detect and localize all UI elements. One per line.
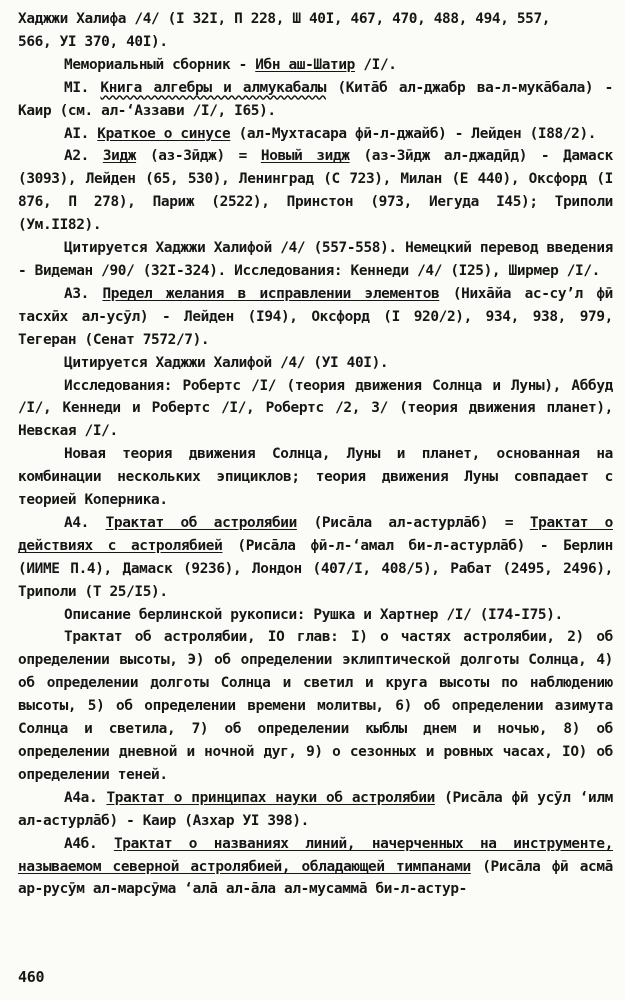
body-text: [18, 8, 613, 901]
page-number: 460: [18, 968, 45, 986]
text-run: Цитируется Хаджжи Халифой /4/ (УI 40I).: [64, 354, 389, 371]
entry-code: AI.: [64, 125, 98, 142]
paragraph-theory: [18, 443, 613, 512]
entry-code: А2.: [64, 148, 103, 165]
underlined-title: Трактат об астролябии: [105, 514, 297, 531]
entry-a4: [18, 512, 613, 604]
underlined-title: Трактат о действиях с астролябией: [18, 514, 613, 554]
text-run: (Рисāла фӣ асмā ар-русӯм ал-марсӯма ‘алā ал-āла ал-мусаммā би-л-астур-: [18, 858, 613, 898]
text-run: (Рисāла ал-астурлāб) =: [296, 514, 530, 531]
text-run: (Нихāйа ас-су’л фӣ тасхӣх ал-усӯл) - Лейден (I94), Оксфорд (I 920/2), 934, 938, 979, Тегеран (Сенат 7572/7).: [18, 285, 613, 348]
underlined-title: Трактат о названиях линий, начерченных на инструменте, называемом северной астролябией, обладающей тимпанами: [18, 835, 614, 875]
text-line: Хаджжи Халифа /4/ (I 32I, П 228, Ш 40I, 467, 470, 488, 494, 557,: [18, 11, 551, 27]
text-run: (аз-Зӣдж) =: [136, 148, 261, 165]
text-line: 566, УI 370, 40I).: [18, 33, 168, 50]
text-run: Описание берлинской рукописи: Рушка и Хартнер /I/ (I74-I75).: [64, 606, 563, 623]
text-run: Мемориальный сборник -: [64, 56, 256, 73]
underlined-title: Новый зидж: [260, 148, 350, 165]
paragraph-description: [18, 604, 613, 627]
text-run: Новая теория движения Солнца, Луны и планет, основанная на комбинации нескольких эпициклов; теория движения Луны совпадает с теорией Коперника.: [18, 446, 613, 509]
paragraph-memorial: [18, 54, 613, 77]
underlined-title: Ибн аш-Шатир: [255, 56, 356, 73]
entry-code: MI.: [64, 79, 101, 96]
entry-a4a: [18, 787, 613, 833]
text-run: /I/.: [355, 56, 397, 73]
text-run: Исследования: Робертс /I/ (теория движения Солнца и Луны), Аббуд /I/, Кеннеди и Робертс /I/, Робертс /2, 3/ (теория движения планет), Невская /I/.: [18, 377, 613, 440]
paragraph-citation: [18, 352, 613, 375]
entry-a4b: [18, 833, 613, 902]
paragraph-research: [18, 375, 613, 444]
underlined-title: Предел желания в исправлении элементов: [102, 285, 440, 302]
underlined-title: Книга алгебры и алмукабалы: [100, 79, 327, 96]
entry-a1: [18, 123, 613, 146]
paragraph-chapters: [18, 626, 613, 786]
entry-a2: [18, 145, 613, 237]
entry-code: А3.: [64, 285, 103, 302]
underlined-title: Зидж: [102, 148, 137, 165]
underlined-title: Краткое о синусе: [97, 125, 231, 142]
text-run: (Рисāла фӣ усӯл ‘илм ал-астурлāб) - Каир (Азхар УI 398).: [18, 789, 613, 829]
entry-code: А4а.: [64, 789, 107, 806]
text-run: Трактат об астролябии, IO глав: I) о частях астролябии, 2) об определении высоты, Э) об определении эклиптической долготы Солнца, 4) об определении долготы Солнца и светил и круга высоты по наблюдению высоты, 5) об определении времени молитвы, 6) об определении азимута Солнца и светила, 7) об определении кыблы днем и ночью, 8) об определении дневной и ночной дуг, 9) о сезонных и ровных часах, IO) об определении теней.: [18, 629, 613, 783]
text-run: (Рисāла фӣ-л-‘амал би-л-астурлāб) - Берлин (ИИМЕ П.4), Дамаск (9236), Лондон (407/I, 408/5), Рабат (2495, 2496), Триполи (Т 25/I5).: [18, 537, 613, 600]
entry-m1: [18, 77, 613, 123]
entry-a3: [18, 283, 613, 352]
underlined-title: Трактат о принципах науки об астролябии: [106, 789, 435, 806]
paragraph-hajji-khalifa: [18, 8, 613, 54]
text-run: Цитируется Хаджжи Халифой /4/ (557-558). Немецкий перевод введения - Видеман /90/ (32I-324). Исследования: Кеннеди /4/ (I25), Ширмер /I/.: [18, 240, 613, 279]
text-run: (Китāб ал-джабр ва-л-мукāбала) - Каир (см. ал-‘Аззави /I/, I65).: [18, 79, 613, 119]
text-run: (ал-Мухтасара фӣ-л-джайб) - Лейден (I88/2).: [230, 125, 597, 142]
entry-code: А4.: [64, 514, 106, 531]
paragraph-citation: [18, 237, 613, 283]
text-run: (аз-Зӣдж ал-джадӣд) - Дамаск (3093), Лейден (65, 530), Ленинград (С 723), Милан (Е 440), Оксфорд (I 876, П 278), Париж (2522), Принстон (973, Иегуда I45); Триполи (Ум.II82).: [18, 148, 613, 234]
entry-code: А4б.: [64, 835, 114, 852]
